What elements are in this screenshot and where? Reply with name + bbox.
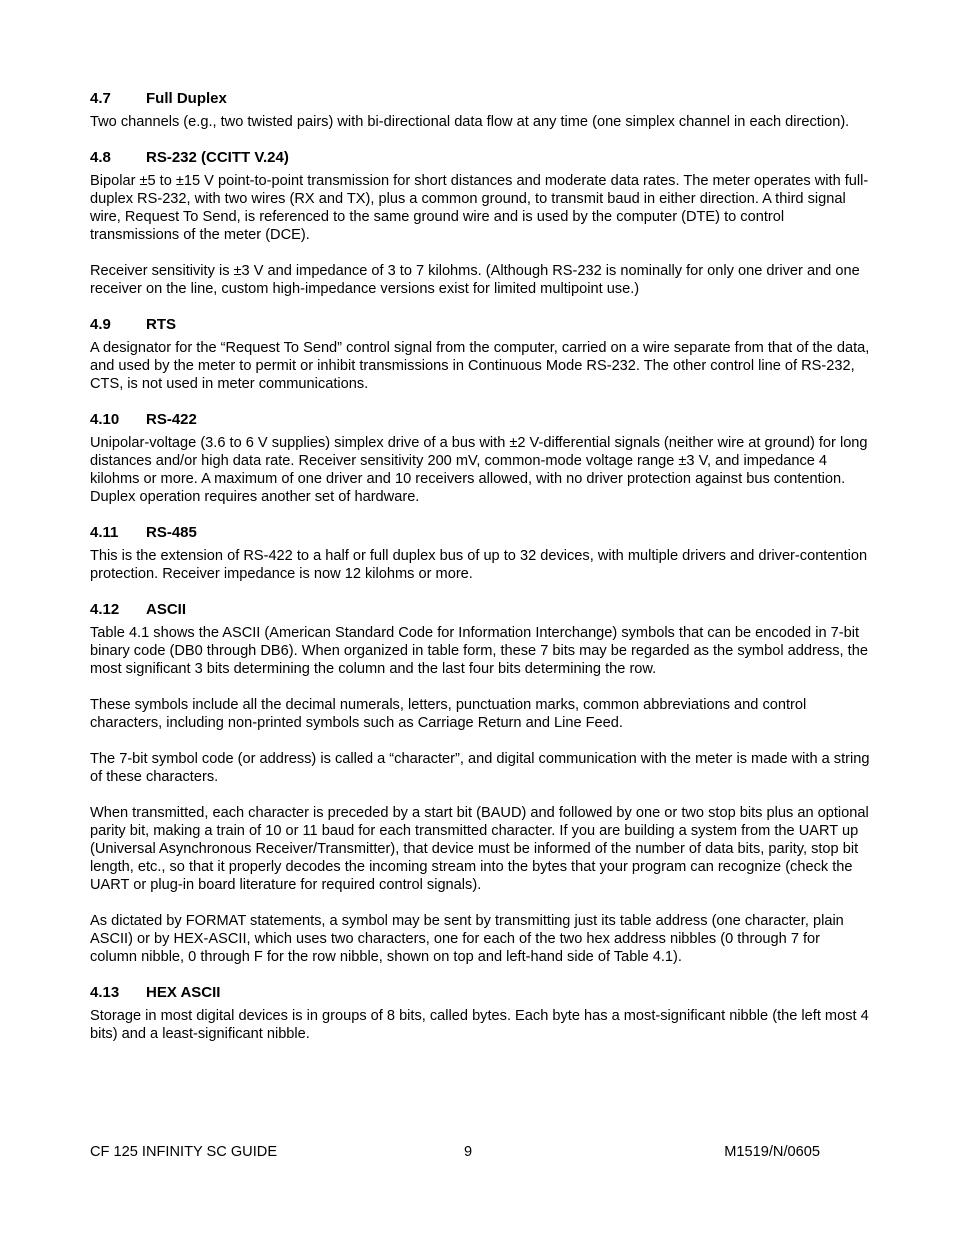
document-body: [90, 90, 870, 1043]
section-heading: [90, 984, 870, 1002]
section-number: 4.12: [90, 601, 120, 618]
section-number: 4.8: [90, 149, 111, 166]
section-number: 4.11: [90, 524, 119, 541]
section-heading: [90, 316, 870, 334]
section-heading: [90, 149, 870, 167]
paragraph: A designator for the “Request To Send” control signal from the computer, carried on a wire separate from that of the data, and used by the meter to permit or inhibit transmissions in Continuous Mode RS-232. The other control line of RS-232, CTS, is not used in meter communications.: [90, 340, 870, 392]
section-title: ASCII: [146, 601, 187, 618]
paragraph: Receiver sensitivity is ±3 V and impedance of 3 to 7 kilohms. (Although RS-232 is nominally for only one driver and one receiver on the line, custom high-impedance versions exist for limited multipoint use.): [90, 263, 860, 297]
section-title: RS-232 (CCITT V.24): [146, 149, 289, 166]
section-title: RS-485: [146, 524, 197, 541]
section-number: 4.9: [90, 316, 111, 333]
section-number: 4.7: [90, 90, 111, 107]
section-4-8: [90, 149, 870, 298]
paragraph: As dictated by FORMAT statements, a symbol may be sent by transmitting just its table address (one character, plain ASCII) or by HEX-ASCII, which uses two characters, one for each of the two hex address nibbles (0 through 7 for column nibble, 0 through F for the row nibble, shown on top and left-hand side of Table 4.1).: [90, 913, 844, 965]
paragraph: Two channels (e.g., two twisted pairs) with bi-directional data flow at any time (one simplex channel in each direction).: [90, 114, 850, 130]
paragraph: Unipolar-voltage (3.6 to 6 V supplies) simplex drive of a bus with ±2 V-differential signals (neither wire at ground) for long distances and/or high data rate. Receiver sensitivity 200 mV, common-mode voltage range ±3 V, and impedance 4 kilohms or more. A maximum of one driver and 10 receivers allowed, with no driver protection against bus contention. Duplex operation requires another set of hardware.: [90, 435, 868, 505]
section-heading: [90, 601, 870, 619]
section-title: RS-422: [146, 411, 197, 428]
section-4-12: [90, 601, 870, 966]
section-title: HEX ASCII: [146, 984, 221, 1001]
paragraph: When transmitted, each character is preceded by a start bit (BAUD) and followed by one or two stop bits plus an optional parity bit, making a train of 10 or 11 baud for each transmitted character. If you are building a system from the UART up (Universal Asynchronous Receiver/Transmitter), that device must be informed of the number of data bits, parity, stop bit length, etc., so that it properly decodes the incoming stream into the bytes that your program can recognize (check the UART or plug-in board literature for required control signals).: [90, 805, 869, 893]
section-4-10: [90, 411, 870, 506]
section-4-9: [90, 316, 870, 393]
section-4-13: [90, 984, 870, 1043]
section-heading: [90, 90, 870, 108]
paragraph: These symbols include all the decimal numerals, letters, punctuation marks, common abbreviations and control characters, including non-printed symbols such as Carriage Return and Line Feed.: [90, 697, 807, 731]
page-number: 9: [464, 1144, 473, 1160]
paragraph: Table 4.1 shows the ASCII (American Standard Code for Information Interchange) symbols that can be encoded in 7-bit binary code (DB0 through DB6). When organized in table form, these 7 bits may be regarded as the symbol address, the most significant 3 bits determining the column and the last four bits determining the row.: [90, 625, 868, 677]
section-4-11: [90, 524, 870, 583]
footer-document-title: CF 125 INFINITY SC GUIDE: [90, 1144, 278, 1160]
section-heading: [90, 411, 870, 429]
paragraph: Storage in most digital devices is in groups of 8 bits, called bytes. Each byte has a most-significant nibble (the left most 4 bits) and a least-significant nibble.: [90, 1008, 869, 1042]
section-title: RTS: [146, 316, 176, 333]
section-number: 4.13: [90, 984, 120, 1001]
section-title: Full Duplex: [146, 90, 227, 107]
page-footer: [90, 1143, 820, 1161]
section-heading: [90, 524, 870, 542]
section-number: 4.10: [90, 411, 120, 428]
footer-document-code: M1519/N/0605: [724, 1144, 820, 1160]
paragraph: Bipolar ±5 to ±15 V point-to-point transmission for short distances and moderate data rates. The meter operates with full-duplex RS-232, with two wires (RX and TX), plus a common ground, to transmit baud in either direction. A third signal wire, Request To Send, is referenced to the same ground wire and is used by the computer (DTE) to control transmissions of the meter (DCE).: [90, 173, 869, 243]
section-4-7: [90, 90, 870, 131]
paragraph: This is the extension of RS-422 to a half or full duplex bus of up to 32 devices, with multiple drivers and driver-contention protection. Receiver impedance is now 12 kilohms or more.: [90, 548, 868, 582]
paragraph: The 7-bit symbol code (or address) is called a “character”, and digital communication with the meter is made with a string of these characters.: [90, 751, 870, 785]
